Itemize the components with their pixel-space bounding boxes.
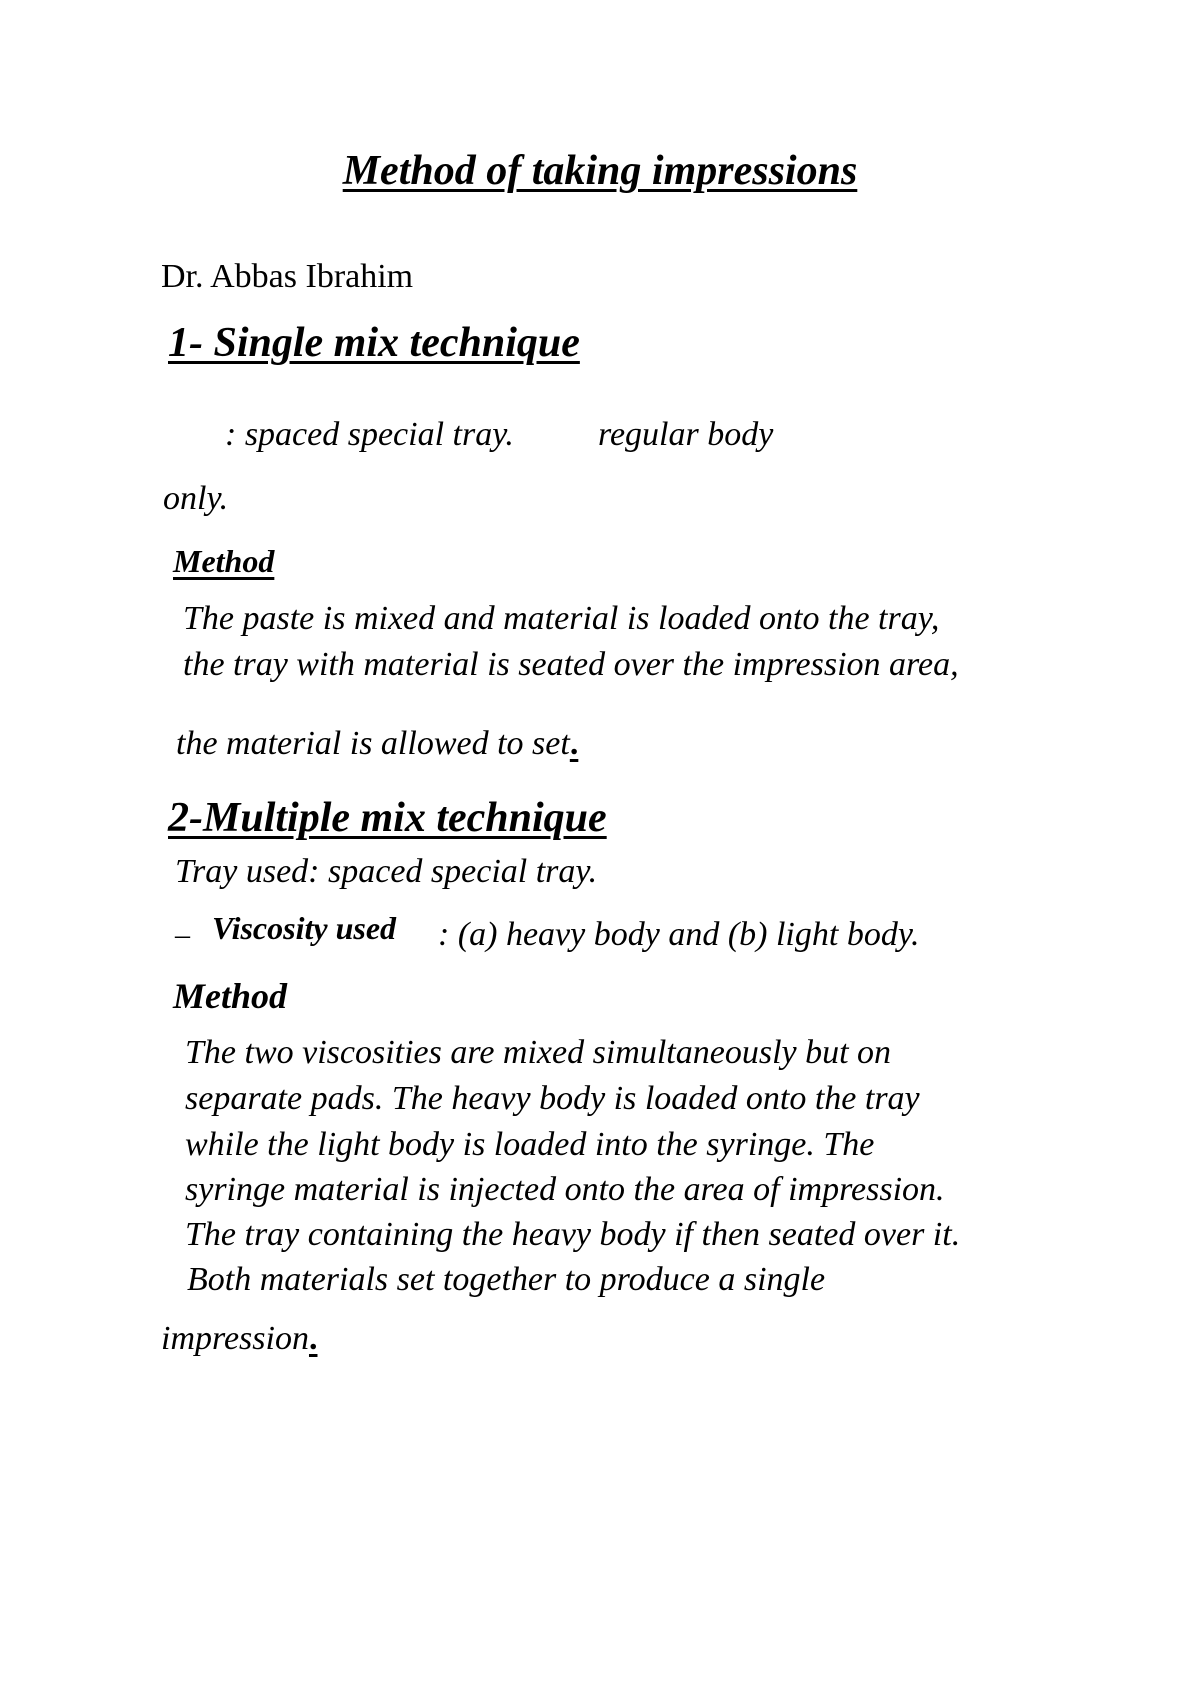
section2-method-line-6: Both materials set together to produce a single bbox=[187, 1261, 826, 1298]
section2-method-line-1: The two viscosities are mixed simultaneously but on bbox=[185, 1034, 892, 1071]
section2-viscosity-label: Viscosity used bbox=[212, 910, 397, 946]
section1-tray-line-c: only. bbox=[163, 480, 229, 517]
section2-viscosity-value: : (a) heavy body and (b) light body. bbox=[438, 916, 920, 953]
document-title bbox=[0, 150, 1200, 192]
section2-method-line-5: The tray containing the heavy body if then seated over it. bbox=[185, 1216, 961, 1253]
section1-end-mark: . bbox=[569, 725, 579, 762]
section1-method-line-3-text: the material is allowed to set bbox=[176, 725, 570, 762]
section2-method-line-7-text: impression bbox=[161, 1320, 309, 1357]
section1-method-line-2: the tray with material is seated over the impression area, bbox=[183, 646, 959, 683]
section2-end-mark: . bbox=[308, 1320, 318, 1357]
section1-tray-line-b: regular body bbox=[598, 416, 774, 453]
section1-method-label: Method bbox=[173, 543, 275, 579]
section1-method-line-1: The paste is mixed and material is loaded onto the tray, bbox=[183, 600, 940, 637]
document-title-text: Method of taking impressions bbox=[342, 148, 858, 194]
section2-tray-used: Tray used: spaced special tray. bbox=[175, 853, 598, 890]
section2-heading: 2-Multiple mix technique bbox=[168, 795, 607, 841]
author-name: Dr. Abbas Ibrahim bbox=[161, 258, 414, 295]
section2-method-label: Method bbox=[173, 976, 288, 1016]
section1-tray-line-a: : spaced special tray. bbox=[225, 416, 514, 453]
section2-method-line-2: separate pads. The heavy body is loaded onto the tray bbox=[185, 1080, 920, 1117]
section1-heading: 1- Single mix technique bbox=[168, 320, 580, 366]
section2-method-line-3: while the light body is loaded into the syringe. The bbox=[185, 1126, 875, 1163]
section2-method-line-7 bbox=[161, 1322, 317, 1356]
section2-viscosity-dash: – bbox=[175, 918, 190, 951]
section1-method-line-3 bbox=[176, 727, 578, 761]
section2-method-line-4: syringe material is injected onto the area of impression. bbox=[185, 1171, 945, 1208]
